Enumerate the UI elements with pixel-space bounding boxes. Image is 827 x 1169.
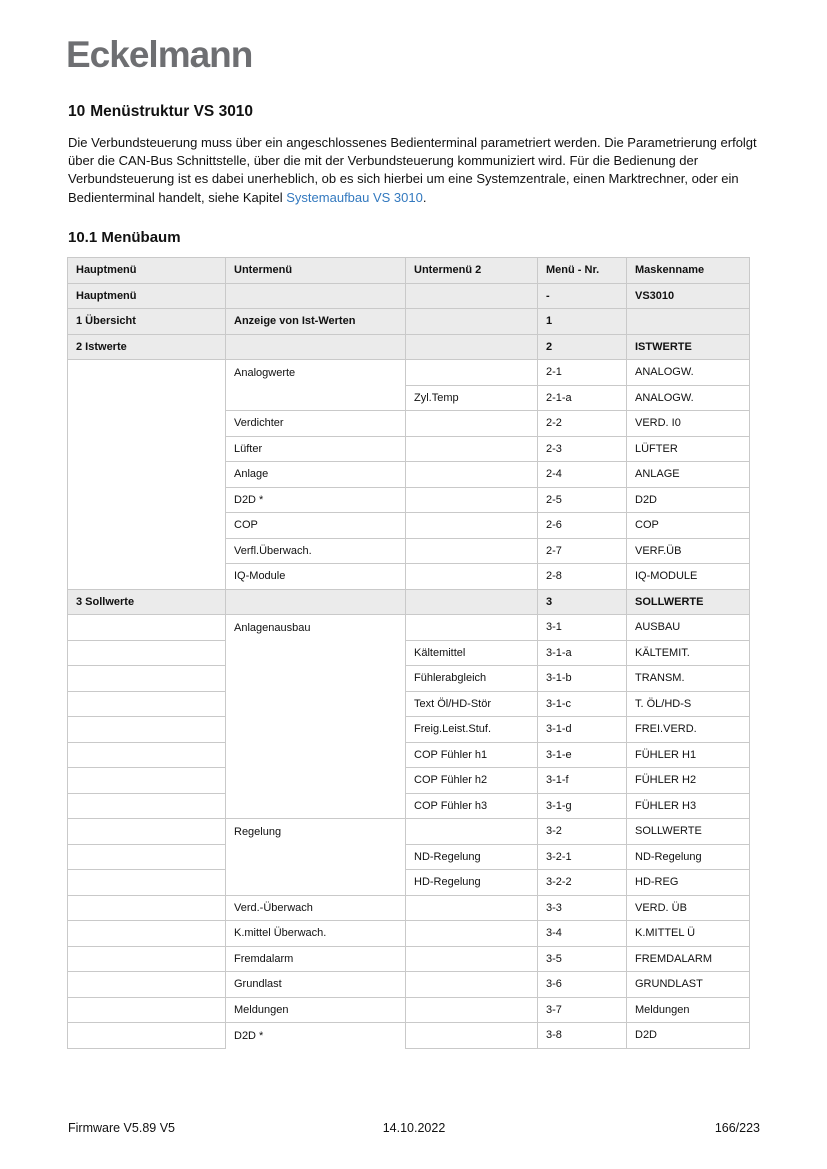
cell-untermenu: [226, 335, 406, 361]
cell-maskenname: FÜHLER H3: [627, 794, 750, 820]
cell-hauptmenu: [68, 743, 226, 769]
cell-menu-nr: 2-5: [538, 488, 627, 514]
table-row: [68, 870, 750, 896]
cell-untermenu: K.mittel Überwach.: [226, 921, 406, 947]
cell-untermenu2: [406, 411, 538, 437]
intro-text-end: .: [422, 189, 427, 205]
cell-untermenu: [226, 386, 406, 412]
table-row: [68, 921, 750, 947]
table-row: [68, 309, 750, 335]
cell-menu-nr: 3-4: [538, 921, 627, 947]
cell-maskenname: FÜHLER H2: [627, 768, 750, 794]
cell-untermenu2: COP Fühler h3: [406, 794, 538, 820]
cell-menu-nr: 2-1: [538, 360, 627, 386]
cell-maskenname: TRANSM.: [627, 666, 750, 692]
cell-menu-nr: 3-1-a: [538, 641, 627, 667]
table-row: [68, 819, 750, 845]
cell-untermenu2: [406, 437, 538, 463]
cell-hauptmenu: [68, 998, 226, 1024]
cell-untermenu: Regelung: [226, 819, 406, 845]
cell-untermenu: Anzeige von Ist-Werten: [226, 309, 406, 335]
cell-untermenu2: Kältemittel: [406, 641, 538, 667]
cell-maskenname: AUSBAU: [627, 615, 750, 641]
cell-hauptmenu: 1 Übersicht: [68, 309, 226, 335]
page-footer: [68, 1121, 760, 1135]
cell-hauptmenu: [68, 360, 226, 386]
cell-untermenu2: [406, 513, 538, 539]
cell-menu-nr: 3-2: [538, 819, 627, 845]
systemaufbau-link[interactable]: Systemaufbau VS 3010: [286, 189, 423, 205]
cell-menu-nr: 2-7: [538, 539, 627, 565]
cell-untermenu2: [406, 335, 538, 361]
cell-hauptmenu: [68, 539, 226, 565]
menu-structure-table: [67, 257, 750, 1049]
cell-maskenname: ANALOGW.: [627, 386, 750, 412]
table-row: [68, 335, 750, 361]
cell-menu-nr: 3-8: [538, 1023, 627, 1049]
cell-menu-nr: 3-7: [538, 998, 627, 1024]
cell-untermenu: IQ-Module: [226, 564, 406, 590]
cell-menu-nr: 3-2-1: [538, 845, 627, 871]
cell-hauptmenu: [68, 794, 226, 820]
table-row: [68, 947, 750, 973]
cell-hauptmenu: [68, 666, 226, 692]
cell-untermenu: [226, 641, 406, 667]
cell-untermenu: [226, 870, 406, 896]
cell-untermenu2: Fühlerabgleich: [406, 666, 538, 692]
cell-untermenu2: COP Fühler h2: [406, 768, 538, 794]
table-row: [68, 896, 750, 922]
cell-untermenu2: [406, 896, 538, 922]
cell-maskenname: GRUNDLAST: [627, 972, 750, 998]
cell-maskenname: ISTWERTE: [627, 335, 750, 361]
cell-menu-nr: 3: [538, 590, 627, 616]
cell-untermenu2: [406, 947, 538, 973]
intro-text: Die Verbundsteuerung muss über ein angeschlossenes Bedienterminal parametriert werden. Die Parametrierung erfolgt über die CAN-Bus Schnittstelle, über die mit der Verbundsteuerung kommuniziert wird. Für die Bedienung der Verbundsteuerung ist es dabei unerheblich, ob es sich hierbei um eine Systemzentrale, einen Marktrechner, oder ein Bedienterminal handelt, siehe Kapitel: [68, 135, 757, 205]
cell-maskenname: ANALOGW.: [627, 360, 750, 386]
table-header-row: [68, 258, 750, 284]
cell-maskenname: FÜHLER H1: [627, 743, 750, 769]
table-row: [68, 488, 750, 514]
cell-hauptmenu: [68, 462, 226, 488]
cell-menu-nr: 3-6: [538, 972, 627, 998]
table-row: [68, 513, 750, 539]
table-row: [68, 284, 750, 310]
table-row: [68, 845, 750, 871]
cell-menu-nr: 3-1-f: [538, 768, 627, 794]
cell-maskenname: VERD. ÜB: [627, 896, 750, 922]
table-row: [68, 539, 750, 565]
cell-menu-nr: -: [538, 284, 627, 310]
cell-hauptmenu: [68, 615, 226, 641]
cell-maskenname: K.MITTEL Ü: [627, 921, 750, 947]
cell-untermenu2: Text Öl/HD-Stör: [406, 692, 538, 718]
table-row: [68, 564, 750, 590]
cell-maskenname: IQ-MODULE: [627, 564, 750, 590]
intro-paragraph: [68, 134, 768, 207]
cell-hauptmenu: [68, 870, 226, 896]
cell-maskenname: COP: [627, 513, 750, 539]
cell-untermenu: Verd.-Überwach: [226, 896, 406, 922]
table-row: [68, 411, 750, 437]
cell-untermenu2: [406, 564, 538, 590]
cell-menu-nr: 3-1-d: [538, 717, 627, 743]
cell-untermenu2: [406, 590, 538, 616]
cell-untermenu2: HD-Regelung: [406, 870, 538, 896]
cell-untermenu: [226, 692, 406, 718]
table-row: [68, 437, 750, 463]
cell-maskenname: SOLLWERTE: [627, 590, 750, 616]
table-row: [68, 615, 750, 641]
cell-hauptmenu: [68, 717, 226, 743]
cell-maskenname: KÄLTEMIT.: [627, 641, 750, 667]
cell-untermenu: [226, 743, 406, 769]
cell-untermenu: Anlage: [226, 462, 406, 488]
cell-hauptmenu: [68, 411, 226, 437]
cell-hauptmenu: Hauptmenü: [68, 284, 226, 310]
subsection-heading-title: Menübaum: [101, 229, 181, 246]
cell-hauptmenu: [68, 845, 226, 871]
cell-hauptmenu: [68, 921, 226, 947]
cell-maskenname: VERD. I0: [627, 411, 750, 437]
cell-untermenu: [226, 284, 406, 310]
table-row: [68, 641, 750, 667]
cell-menu-nr: 2-3: [538, 437, 627, 463]
cell-untermenu: COP: [226, 513, 406, 539]
cell-maskenname: FREI.VERD.: [627, 717, 750, 743]
table-row: [68, 360, 750, 386]
cell-untermenu: D2D *: [226, 1023, 406, 1049]
cell-untermenu2: [406, 360, 538, 386]
cell-untermenu2: Zyl.Temp: [406, 386, 538, 412]
cell-maskenname: LÜFTER: [627, 437, 750, 463]
cell-hauptmenu: [68, 437, 226, 463]
cell-maskenname: ND-Regelung: [627, 845, 750, 871]
column-header-untermenu2: Untermenü 2: [406, 258, 538, 284]
cell-menu-nr: 2-8: [538, 564, 627, 590]
cell-hauptmenu: [68, 641, 226, 667]
cell-menu-nr: 2-4: [538, 462, 627, 488]
section-heading-title: Menüstruktur VS 3010: [90, 103, 254, 120]
cell-menu-nr: 3-1-g: [538, 794, 627, 820]
cell-untermenu2: [406, 284, 538, 310]
column-header-hauptmenu: Hauptmenü: [68, 258, 226, 284]
cell-menu-nr: 3-1-e: [538, 743, 627, 769]
cell-menu-nr: 2: [538, 335, 627, 361]
cell-hauptmenu: [68, 972, 226, 998]
cell-menu-nr: 3-5: [538, 947, 627, 973]
table-row: [68, 972, 750, 998]
cell-hauptmenu: [68, 564, 226, 590]
cell-untermenu2: Freig.Leist.Stuf.: [406, 717, 538, 743]
cell-menu-nr: 1: [538, 309, 627, 335]
table-row: [68, 666, 750, 692]
cell-hauptmenu: [68, 488, 226, 514]
cell-untermenu2: [406, 309, 538, 335]
cell-untermenu2: [406, 539, 538, 565]
footer-date: 14.10.2022: [382, 1121, 446, 1135]
cell-maskenname: FREMDALARM: [627, 947, 750, 973]
cell-untermenu2: [406, 998, 538, 1024]
cell-menu-nr: 3-1-b: [538, 666, 627, 692]
column-header-untermenu: Untermenü: [226, 258, 406, 284]
cell-hauptmenu: [68, 513, 226, 539]
table-row: [68, 998, 750, 1024]
cell-hauptmenu: [68, 692, 226, 718]
table-row: [68, 462, 750, 488]
cell-untermenu2: COP Fühler h1: [406, 743, 538, 769]
cell-untermenu: [226, 590, 406, 616]
cell-hauptmenu: [68, 819, 226, 845]
cell-menu-nr: 2-2: [538, 411, 627, 437]
table-header: [68, 258, 750, 284]
cell-untermenu: D2D *: [226, 488, 406, 514]
cell-menu-nr: 3-1-c: [538, 692, 627, 718]
table-row: [68, 692, 750, 718]
cell-untermenu: Anlagenausbau: [226, 615, 406, 641]
cell-untermenu2: [406, 488, 538, 514]
cell-hauptmenu: [68, 896, 226, 922]
cell-untermenu: Grundlast: [226, 972, 406, 998]
column-header-menu-nr: Menü - Nr.: [538, 258, 627, 284]
cell-untermenu2: [406, 921, 538, 947]
cell-untermenu: Lüfter: [226, 437, 406, 463]
subsection-heading-number: 10.1: [68, 229, 98, 246]
subsection-heading: [68, 229, 181, 246]
cell-untermenu: [226, 794, 406, 820]
cell-hauptmenu: [68, 386, 226, 412]
table-row: [68, 717, 750, 743]
eckelmann-logo: Eckelmann: [66, 34, 253, 75]
cell-untermenu: [226, 717, 406, 743]
footer-firmware-version: Firmware V5.89 V5: [68, 1121, 175, 1135]
cell-untermenu: [226, 768, 406, 794]
cell-menu-nr: 2-6: [538, 513, 627, 539]
cell-untermenu: Verdichter: [226, 411, 406, 437]
cell-maskenname: SOLLWERTE: [627, 819, 750, 845]
cell-maskenname: VS3010: [627, 284, 750, 310]
cell-untermenu: Analogwerte: [226, 360, 406, 386]
table-row: [68, 794, 750, 820]
cell-hauptmenu: [68, 947, 226, 973]
section-heading: [68, 103, 253, 121]
table-body: [68, 284, 750, 1049]
table-row: [68, 768, 750, 794]
cell-untermenu: Fremdalarm: [226, 947, 406, 973]
cell-hauptmenu: [68, 1023, 226, 1049]
cell-maskenname: D2D: [627, 1023, 750, 1049]
cell-maskenname: VERF.ÜB: [627, 539, 750, 565]
table-row: [68, 743, 750, 769]
cell-maskenname: D2D: [627, 488, 750, 514]
cell-maskenname: T. ÖL/HD-S: [627, 692, 750, 718]
cell-untermenu2: ND-Regelung: [406, 845, 538, 871]
section-heading-number: 10: [68, 103, 86, 120]
cell-menu-nr: 2-1-a: [538, 386, 627, 412]
cell-maskenname: HD-REG: [627, 870, 750, 896]
table-row: [68, 590, 750, 616]
cell-maskenname: [627, 309, 750, 335]
cell-untermenu2: [406, 615, 538, 641]
cell-hauptmenu: 3 Sollwerte: [68, 590, 226, 616]
cell-untermenu: [226, 666, 406, 692]
cell-hauptmenu: 2 Istwerte: [68, 335, 226, 361]
cell-untermenu: Verfl.Überwach.: [226, 539, 406, 565]
cell-untermenu2: [406, 819, 538, 845]
cell-maskenname: Meldungen: [627, 998, 750, 1024]
cell-untermenu2: [406, 972, 538, 998]
cell-hauptmenu: [68, 768, 226, 794]
cell-menu-nr: 3-1: [538, 615, 627, 641]
cell-menu-nr: 3-3: [538, 896, 627, 922]
footer-page-number: 166/223: [714, 1121, 760, 1135]
cell-untermenu2: [406, 462, 538, 488]
cell-menu-nr: 3-2-2: [538, 870, 627, 896]
table-row: [68, 1023, 750, 1049]
cell-maskenname: ANLAGE: [627, 462, 750, 488]
table-row: [68, 386, 750, 412]
column-header-maskenname: Maskenname: [627, 258, 750, 284]
cell-untermenu: [226, 845, 406, 871]
cell-untermenu: Meldungen: [226, 998, 406, 1024]
cell-untermenu2: [406, 1023, 538, 1049]
